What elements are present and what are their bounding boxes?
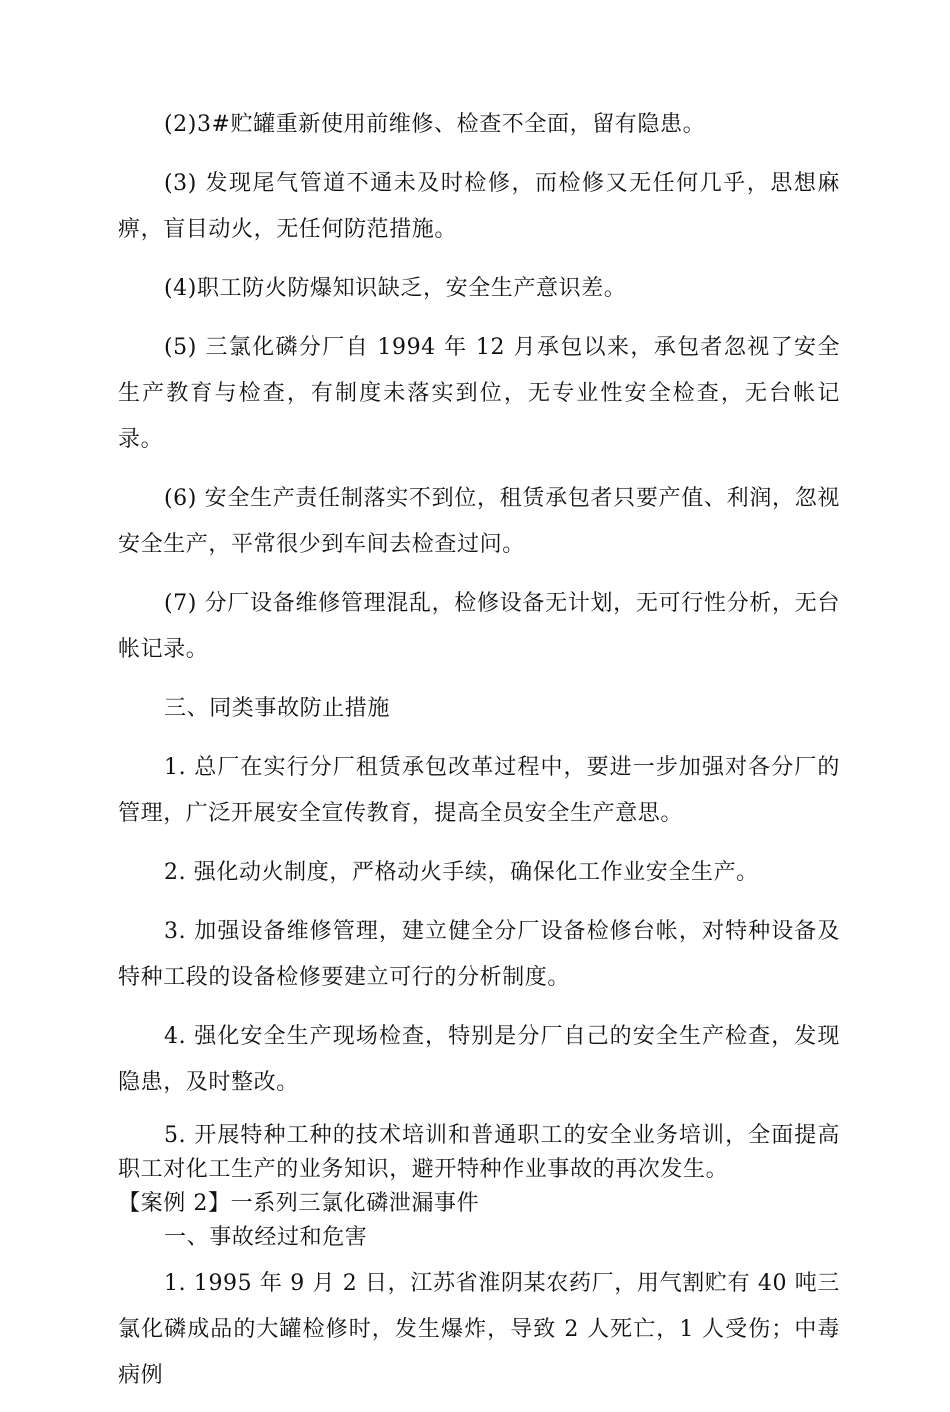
measure-item-4: 4. 强化安全生产现场检查，特别是分厂自己的安全生产检查，发现隐患，及时整改。 (118, 1024, 840, 1095)
section-heading-prevention: 三、同类事故防止措施 (164, 696, 391, 721)
case-2-title: 【案例 2】一系列三氯化磷泄漏事件 (118, 1191, 480, 1216)
cause-item-3: (3) 发现尾气管道不通未及时检修，而检修又无任何几乎，思想麻痹，盲目动火，无任何防范措施。 (118, 171, 840, 242)
measure-item-3: 3. 加强设备维修管理，建立健全分厂设备检修台帐，对特种设备及特种工段的设备检修要建立可行的分析制度。 (118, 919, 840, 990)
cause-item-2: (2)3#贮罐重新使用前维修、检查不全面，留有隐患。 (164, 112, 706, 137)
cause-item-6: (6) 安全生产责任制落实不到位，租赁承包者只要产值、利润，忽视安全生产，平常很少到车间去检查过问。 (118, 486, 840, 557)
cause-item-4: (4)职工防火防爆知识缺乏，安全生产意识差。 (164, 276, 627, 301)
measure-item-5: 5. 开展特种工种的技术培训和普通职工的安全业务培训，全面提高职工对化工生产的业务知识，避开特种作业事故的再次发生。 (118, 1123, 840, 1182)
measure-item-2: 2. 强化动火制度，严格动火手续，确保化工作业安全生产。 (164, 860, 759, 885)
cause-item-7: (7) 分厂设备维修管理混乱，检修设备无计划，无可行性分析，无台帐记录。 (118, 591, 840, 662)
cause-item-5: (5) 三氯化磷分厂自 1994 年 12 月承包以来，承包者忽视了安全生产教育与检查，有制度未落实到位，无专业性安全检查，无台帐记录。 (118, 335, 840, 452)
measure-item-1: 1. 总厂在实行分厂租赁承包改革过程中，要进一步加强对各分厂的管理，广泛开展安全宣传教育，提高全员安全生产意思。 (118, 755, 840, 826)
case-2-paragraph-1: 1. 1995 年 9 月 2 日，江苏省淮阴某农药厂，用气割贮有 40 吨三氯化磷成品的大罐检修时，发生爆炸，导致 2 人死亡，1 人受伤；中毒病例 (118, 1271, 840, 1388)
document-body (118, 102, 840, 1412)
case-2-section-heading: 一、事故经过和危害 (164, 1225, 368, 1250)
